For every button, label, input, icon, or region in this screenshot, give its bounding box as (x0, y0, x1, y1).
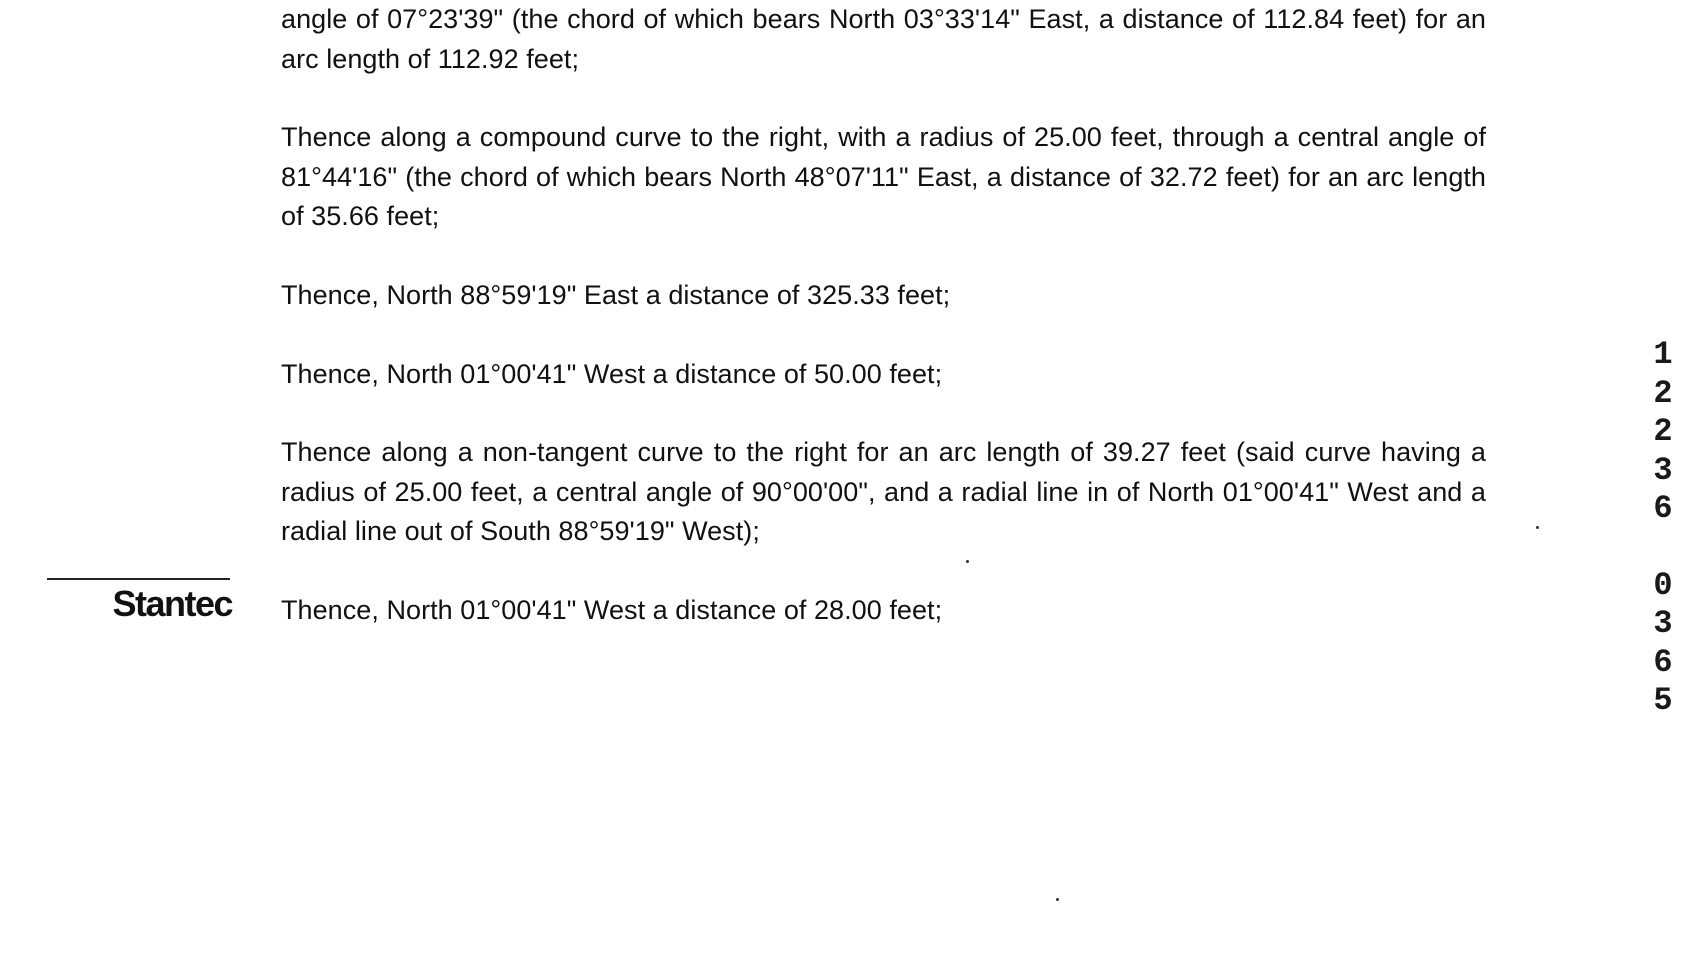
recording-digit: 0 (1653, 566, 1673, 604)
recording-digit: 3 (1653, 605, 1673, 642)
paragraph-non-tangent-curve: Thence along a non-tangent curve to the right for an arc length of 39.27 feet (said curve having a radius of 25.00 feet, a central angle of 90°00'00", and a radial line in of North 01°00'41" West and a radial line out of South 88°59'19" West); (281, 437, 1486, 546)
recording-digit: 6 (1653, 643, 1673, 681)
paragraph-curve-continuation: angle of 07°23'39" (the chord of which bears North 03°33'14" East, a distance of 112.84 feet) for an arc length of 112.92 feet; (281, 4, 1486, 74)
paragraph-course-west-28: Thence, North 01°00'41" West a distance of 28.00 feet; (281, 595, 943, 625)
recording-digit: 6 (1653, 490, 1673, 527)
paragraph-course-east: Thence, North 88°59'19" East a distance of 325.33 feet; (281, 280, 951, 310)
scan-speck (1536, 526, 1539, 529)
stantec-logo: Stantec (112, 583, 232, 624)
recording-digit: 2 (1653, 413, 1673, 450)
scan-speck (966, 560, 969, 563)
recording-digit: 2 (1653, 374, 1673, 412)
scan-speck (1056, 898, 1059, 901)
logo-divider-line (47, 578, 230, 580)
recording-number-vertical (1648, 336, 1678, 721)
paragraph-compound-curve: Thence along a compound curve to the right, with a radius of 25.00 feet, through a central angle of 81°44'16" (the chord of which bears North 48°07'11" East, a distance of 32.72 feet) for an arc length of 35.66 feet; (281, 122, 1486, 231)
recording-digit: 3 (1653, 451, 1673, 489)
recording-number-gap (1648, 529, 1678, 567)
recording-digit: 1 (1653, 336, 1673, 373)
paragraph-course-west-50: Thence, North 01°00'41" West a distance of 50.00 feet; (281, 359, 943, 389)
recording-digit: 5 (1653, 682, 1673, 719)
